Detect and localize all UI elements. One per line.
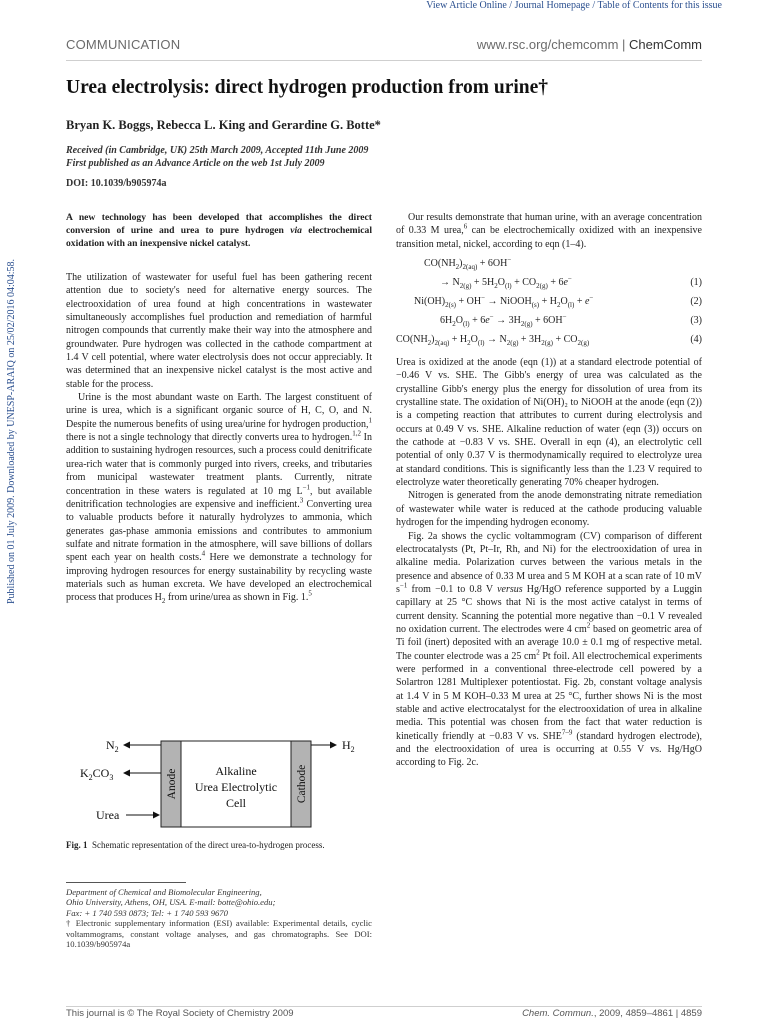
h2-label: $H_2$ — [342, 738, 355, 754]
affiliation-dept: Department of Chemical and Biomolecular Engineering, — [66, 887, 262, 897]
abstract-text: electrochemical oxidation with an inexpensive nickel catalyst. — [66, 225, 372, 249]
journal-url[interactable]: www.rsc.org/chemcomm — [476, 37, 619, 52]
page-range: , 2009, 4859–4861 | 4859 — [593, 1008, 702, 1019]
paragraph-text: Here we demonstrate a technology for improving hydrogen resources for energy sustainability by recycling waste materials such as human excreta. We have developed an electrochemical process that produces H — [66, 552, 372, 604]
paragraph-fig2 — [396, 530, 702, 770]
paragraph-text: can be electrochemically oxidized with an inexpensive transition metal, nickel, according to eqn (1–4). — [396, 225, 702, 250]
footer-citation — [522, 1008, 702, 1019]
view-article-online-link[interactable]: View Article Online — [426, 0, 507, 11]
equation-1-line1: $CO(NH_2)_{2(aq)} + 6OH^-$ — [424, 255, 512, 272]
figure-1-svg — [66, 733, 372, 833]
footnotes — [66, 887, 372, 949]
paragraph-text: Fig. 2a shows the cyclic voltammogram (CV) comparison of different electrocatalysts (Pt, Pt–Ir, Rh, and Ni) for the electrooxidation of urea in alkaline media. Polarization curves between the various metals in the presence and absence of 0.33 M urea and 5 M KOH at a scan rate of 10 mV s — [396, 530, 702, 595]
cell-label-line1: Alkaline — [215, 764, 257, 778]
figure-1-diagram — [66, 733, 372, 833]
paragraph-text: there is not a single technology that directly converts urea to hydrogen. — [66, 432, 353, 444]
equation-3: $6H_2O_{(l)} + 6e^- \to 3H_{2(g)} + 6OH^-$ (3) — [440, 312, 702, 329]
reference-marker[interactable]: 6 — [463, 223, 468, 232]
affiliation-contact: Fax: + 1 740 593 0873; Tel: + 1 740 593 9670 — [66, 907, 228, 918]
paragraph-text: Our results demonstrate that human urine, with an average concentration of 0.33 M urea, — [396, 212, 702, 237]
footer-copyright: This journal is © The Royal Society of Chemistry 2009 — [66, 1008, 294, 1019]
equation-number: (3) — [690, 315, 702, 327]
italic-text: versus — [497, 583, 523, 595]
reference-marker[interactable]: 4 — [201, 549, 206, 558]
journal-homepage-link[interactable]: Journal Homepage — [514, 0, 590, 11]
paragraph-text: Urine is the most abundant waste on Earth. The largest constituent of urine is urea, which is a significant organic source of H, C, O, and N. Despite the numerous benefits of using urea/urine for hydrogen production, — [66, 392, 372, 430]
abstract-text: A new technology has been developed that accomplishes the direct conversion of urine and urea to pure hydrogen — [66, 212, 372, 236]
equation-number: (4) — [690, 334, 702, 346]
k2co3-label: $K_2CO_3$ — [80, 766, 114, 782]
paragraph-results — [396, 211, 702, 251]
abstract — [66, 211, 372, 250]
download-stamp[interactable]: Published on 01 July 2009. Downloaded by UNESP-ARAIQ on 25/02/2016 04:04:58. — [6, 259, 17, 604]
equation-1: → $N_{2(g)} + 5H_2O_{(l)} + CO_{2(g)} + 6e^-$ (1) — [440, 274, 702, 291]
link-separator: / — [506, 0, 515, 11]
paragraph-text: Pt foil. All electrochemical experiments were performed in a conventional three-electrode cell powered by a Solartron 1281 Multiplexer potentiostat. Fig. 2b, constant voltage analysis at 1.4 V in 5 M KOH–0.33 M urea at 25 °C, further shows Ni is the most stable and active electrocatalyst for the electrooxidation of urea in alkaline media. This potential was chosen from the fact that water reduction is kinetically friendly at −0.83 V vs. SHE — [396, 650, 702, 742]
caption-label: Fig. 1 — [66, 840, 88, 850]
article-title: Urea electrolysis: direct hydrogen production from urine† — [66, 77, 549, 98]
paragraph-text: based on geometric area of Ti foil (inert) deposited with an average 10.0 ± 0.1 mg of respective metal. The counter electrode was a 25 cm — [396, 623, 702, 662]
journal-citation: Chem. Commun. — [522, 1008, 594, 1019]
paragraph-text: from −0.1 to 0.8 V — [407, 583, 498, 595]
top-links — [426, 0, 722, 11]
paragraph-text: from urine/urea as shown in Fig. 1. — [165, 592, 309, 604]
reference-marker[interactable]: 1 — [368, 416, 372, 425]
paragraph-text: In addition to sustaining hydrogen resources, such a process could denitrificate urea-rich water that is commonly purged into rivers, creeks, and tributaries from municipal wastewater treatment plants. Currently, nitrate concentration in these waters is regulated at 10 mg L — [66, 432, 372, 497]
table-of-contents-link[interactable]: Table of Contents for this issue — [597, 0, 722, 11]
header-separator: | — [618, 37, 630, 52]
article-authors: Bryan K. Boggs, Rebecca L. King and Gerardine G. Botte* — [66, 118, 381, 132]
n2-label: $N_2$ — [106, 738, 119, 754]
caption-text: Schematic representation of the direct urea-to-hydrogen process. — [92, 840, 325, 850]
paragraph-text: Hg/HgO reference supported by a Luggin capillary at 25 °C shows that Ni is the most active catalyst in terms of current density. Scanning the potential more negative than −0.1 V revealed no oxidation current. The electrodes were 4 cm — [396, 583, 702, 635]
paragraph-nitrogen: Nitrogen is generated from the anode demonstrating nitrate remediation of wastewater while water is reduced at the cathode producing valuable hydrogen for the impending hydrogen economy. — [396, 490, 702, 529]
esi-note: † Electronic supplementary information (ESI) available: Experimental details, cyclic voltammograms, constant voltage analyses, and gas chromatographs. See DOI: 10.1039/b905974a — [66, 918, 372, 950]
section-label: COMMUNICATION — [66, 37, 181, 52]
equation-4: $CO(NH_2)_{2(aq)} + H_2O_{(l)} \to N_{2(g)} + 3H_{2(g)} + CO_{2(g)}$ (4) — [396, 334, 702, 348]
cathode-label: Cathode — [296, 764, 308, 804]
paragraph-text: Converting urea to valuable products before it naturally hydrolyzes to ammonia, which generates gas-phase ammonia emissions and contributes to ammonium sulfate and nitrate formation in the atmosphere, will save billions of dollars spent each year on health costs. — [66, 498, 372, 564]
paragraph-text: , but available denitrification technologies are expensive and inefficient. — [66, 485, 372, 510]
anode-label: Anode — [166, 768, 178, 800]
superscript: −1 — [302, 483, 311, 492]
reference-marker[interactable]: 5 — [308, 589, 312, 598]
superscript: 2 — [536, 648, 540, 657]
urea-label: Urea — [96, 808, 120, 822]
journal-name: ChemComm — [629, 37, 702, 52]
equation-number: (1) — [690, 277, 702, 289]
paragraph-intro: The utilization of wastewater for useful fuel has been gathering recent attention due to society's need for alternative energy sources. The electrooxidation of urea found at high concentrations in wastewater simultaneously accomplishes fuel production and remediation of harmful nitrogen compounds that currently make their way into the atmosphere and groundwater. Pure hydrogen was collected in the cathode compartment at 1.4 V cell potential, where water electrolysis does not occur appreciably. It was determined that an inexpensive nickel catalyst is the most active and stable for the process. — [66, 272, 372, 390]
abstract-italic: via — [290, 225, 302, 236]
equation-2: $Ni(OH)_{2(s)} + OH^-$ → NiOOH$_{(s)}$ + $H_2O_{(l)} + e^-$ (2) — [414, 293, 702, 310]
cell-label-line2: Urea Electrolytic — [194, 780, 278, 794]
link-separator: / — [589, 0, 598, 11]
superscript: 2 — [586, 621, 591, 630]
received-dates — [66, 144, 368, 170]
equation-number: (2) — [690, 296, 702, 308]
paragraph-text: (standard hydrogen electrode), and the electrooxidation of urea is occurring at 0.55 V vs. Hg/HgO according to Fig. 2c. — [396, 730, 702, 769]
received-line: Received (in Cambridge, UK) 25th March 2009, Accepted 11th June 2009 — [66, 145, 369, 156]
article-doi[interactable]: DOI: 10.1039/b905974a — [66, 178, 167, 189]
subscript: 2 — [161, 597, 166, 606]
figure-1-caption — [66, 839, 372, 851]
reference-marker[interactable]: 1,2 — [352, 429, 361, 438]
cell-label-line3: Cell — [226, 796, 246, 810]
footnote-divider — [66, 882, 186, 883]
reference-marker[interactable]: 7–9 — [561, 728, 573, 737]
left-column-body — [66, 271, 372, 605]
footer-divider — [66, 1006, 702, 1007]
header-divider — [66, 60, 702, 61]
journal-header — [477, 37, 702, 52]
first-published-line: First published as an Advance Article on the web 1st July 2009 — [66, 158, 325, 169]
superscript: −1 — [399, 581, 408, 590]
affiliation-address: Ohio University, Athens, OH, USA. E-mail: botte@ohio.edu; — [66, 897, 276, 908]
right-column-body — [396, 211, 702, 770]
paragraph-anode-reaction: Urea is oxidized at the anode (eqn (1)) at a standard electrode potential of −0.46 V vs. SHE. The Gibb's energy of urea was calculated as the crystalline Gibb's energy plus the energy for dissolution of urea from its crystalline state. The oxidation of Ni(OH)₂ to NiOOH at the anode (eqn (2)) is a competing reaction that attributes to current during electrolysis and occurs at 0.49 V vs. SHE. Alkaline reduction of water (eqn (3)) occurs on the cathode at −0.83 V vs. SHE. Overall in eqn (4), an electrolytic cell potential of only 0.37 V is thermodynamically required to electrolyze urea at standard conditions. This is significantly less than the 1.23 V required to electrolyze water theoretically generating 70% cheaper hydrogen. — [396, 357, 702, 489]
paragraph-urine — [66, 391, 372, 605]
reference-marker[interactable]: 3 — [299, 496, 304, 505]
